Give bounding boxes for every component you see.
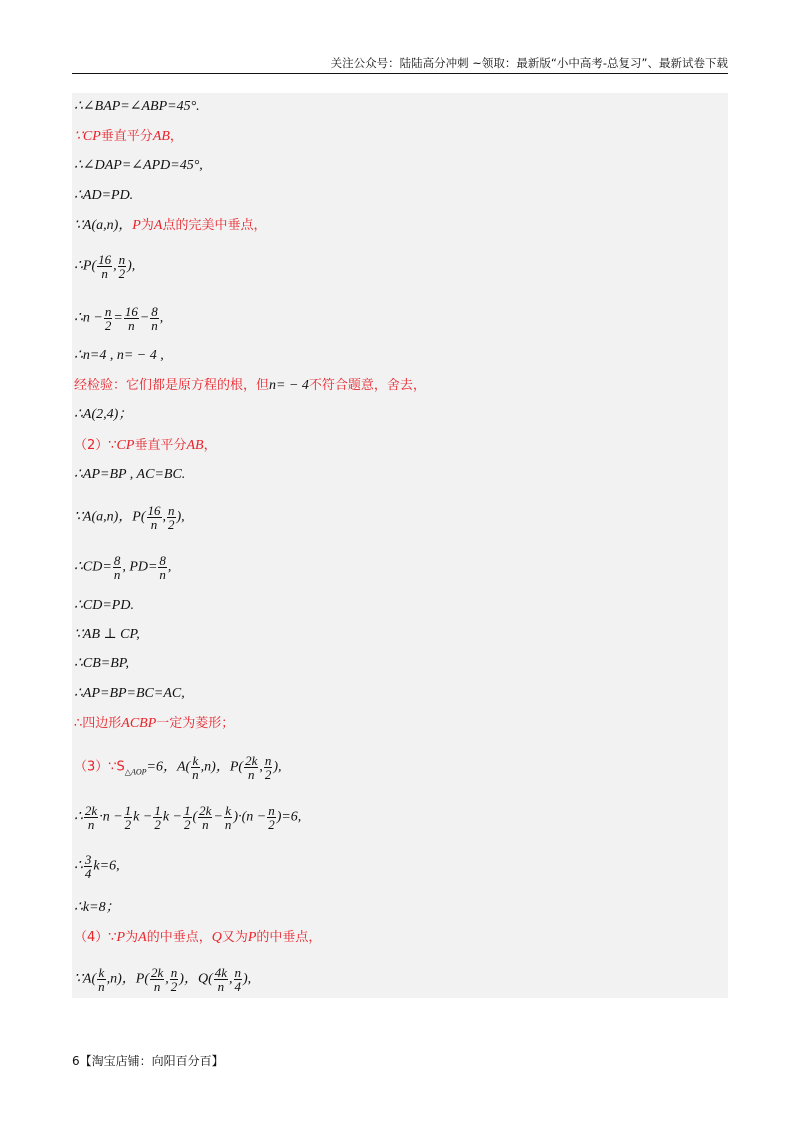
solution-line: ∵A(a,n)，P( $\frac{16}{n}$ , $\frac{n}{2}$ ),	[74, 503, 185, 532]
page-header: 关注公众号：陆陆高分冲刺 ~领取：最新版“小中高考-总复习”、最新试卷下载	[330, 56, 728, 70]
fraction: $\frac{1}{2}$	[154, 803, 161, 832]
math-text: n= − 4	[269, 378, 309, 393]
fraction: $\frac{8}{n}$	[159, 553, 166, 582]
text: （2）∵	[74, 438, 117, 453]
math-text: A	[153, 218, 163, 233]
text: ∴四边形	[74, 716, 122, 731]
math-text: ACBP	[121, 716, 157, 731]
page-footer: 6【淘宝店铺：向阳百分百】	[72, 1054, 224, 1068]
fraction: $\frac{2k}{n}$	[84, 803, 98, 832]
text: 为	[140, 218, 154, 233]
math-text: ∴n −	[74, 310, 103, 326]
fraction: $\frac{16}{n}$	[147, 503, 161, 532]
solution-line: ∴ $\frac{3}{4}$ k=6,	[74, 852, 120, 881]
math-text: AB	[152, 129, 170, 144]
fraction: $\frac{16}{n}$	[124, 304, 138, 333]
solution-line: ∴AP=BP=BC=AC,	[74, 686, 185, 701]
fraction: $\frac{n}{2}$	[168, 503, 175, 532]
fraction: $\frac{1}{2}$	[124, 803, 132, 832]
fraction: $\frac{n}{2}$	[104, 304, 112, 333]
solution-line: ∴CD= $\frac{8}{n}$ , PD= $\frac{8}{n}$ ,	[74, 553, 172, 582]
solution-line: ∴CD=PD.	[74, 598, 134, 613]
fraction: $\frac{2k}{n}$	[151, 965, 164, 994]
fraction: $\frac{1}{2}$	[184, 803, 191, 832]
solution-panel	[72, 93, 728, 998]
solution-line	[74, 715, 234, 733]
fraction: $\frac{2k}{n}$	[199, 803, 212, 832]
math-text: ),	[127, 258, 136, 274]
solution-line	[74, 377, 426, 395]
fraction: $\frac{n}{2}$	[170, 965, 178, 994]
header-divider	[72, 73, 728, 74]
text: ，	[203, 438, 217, 453]
solution-line: ∴CB=BP,	[74, 656, 130, 671]
math-text: AB	[186, 438, 204, 453]
text: 垂直平分	[134, 438, 187, 453]
math-text: CP	[116, 438, 135, 453]
solution-line: ∴∠BAP=∠ABP=45°.	[74, 99, 200, 114]
fraction: $\frac{4k}{n}$	[214, 965, 228, 994]
solution-line: ∴n=4 , n= − 4 ,	[74, 348, 164, 363]
fraction: $\frac{8}{n}$	[151, 304, 158, 333]
text: 不符合题意，舍去，	[308, 378, 426, 393]
fraction: $\frac{8}{n}$	[113, 553, 121, 582]
text: 垂直平分	[100, 129, 153, 144]
solution-line: ∴AD=PD.	[74, 188, 134, 203]
fraction: $\frac{k}{n}$	[224, 803, 232, 832]
solution-line: ∴n − $\frac{n}{2}$ = $\frac{16}{n}$ − $\frac{8}{n}$ ,	[74, 304, 164, 333]
solution-line	[74, 128, 183, 146]
math-text: ∵CP	[74, 129, 101, 144]
solution-line: ∴AP=BP , AC=BC.	[74, 467, 186, 482]
subscript: △AOP	[124, 767, 147, 777]
math-text: P	[132, 218, 141, 233]
solution-line: ∴ $\frac{2k}{n}$ ·n − $\frac{1}{2}$ k − $\frac{1}{2}$ k − $\frac{1}{2}$ ( $\frac{2k}{n}$ − $\frac{k}{n}$ )·(n − $\frac{n}{2}$ )=6,	[74, 803, 302, 832]
fraction: $\frac{3}{4}$	[84, 852, 92, 881]
text: 点的完美中垂点，	[162, 218, 267, 233]
solution-line: ∴∠DAP=∠APD=45°,	[74, 158, 203, 173]
solution-line	[74, 437, 217, 455]
solution-line: ∵A( $\frac{k}{n}$ ,n)，P( $\frac{2k}{n}$ , $\frac{n}{2}$ )，Q( $\frac{4k}{n}$ , $\frac{n}{4}$ ),	[74, 965, 252, 994]
fraction: $\frac{n}{2}$	[268, 803, 275, 832]
solution-line: ∴P( $\frac{16}{n}$ , $\frac{n}{2}$ ),	[74, 252, 136, 281]
text: （3）∵S	[74, 759, 125, 775]
solution-line: ∵AB ⊥ CP,	[74, 627, 140, 642]
fraction: $\frac{2k}{n}$	[245, 753, 258, 782]
solution-line: ∴k=8；	[74, 900, 120, 915]
text: ，	[169, 129, 183, 144]
fraction: $\frac{k}{n}$	[98, 965, 105, 994]
text: 一定为菱形；	[156, 716, 235, 731]
fraction: $\frac{n}{2}$	[264, 753, 272, 782]
solution-line: ∴A(2,4)；	[74, 407, 133, 422]
solution-line: $(3)\because S_{\triangle AOP}=6$，A( $\frac{k}{n}$ ,n)，P( $\frac{2k}{n}$ , $\frac{n}{2}$ ),	[74, 753, 282, 782]
solution-line	[74, 217, 266, 235]
math-text: ∴P(	[74, 258, 97, 274]
fraction: $\frac{n}{4}$	[234, 965, 242, 994]
solution-line: （4）∵P为A的中垂点，Q又为P的中垂点，	[74, 930, 322, 945]
text: 经检验：它们都是原方程的根，但	[74, 378, 270, 393]
fraction: $\frac{k}{n}$	[192, 753, 199, 782]
fraction: $\frac{n}{2}$	[118, 252, 126, 281]
fraction: $\frac{16}{n}$	[98, 252, 112, 281]
math-text: ∵A(a,n)，P(	[74, 509, 146, 525]
math-text: ∵A(a,n)，	[74, 218, 133, 233]
